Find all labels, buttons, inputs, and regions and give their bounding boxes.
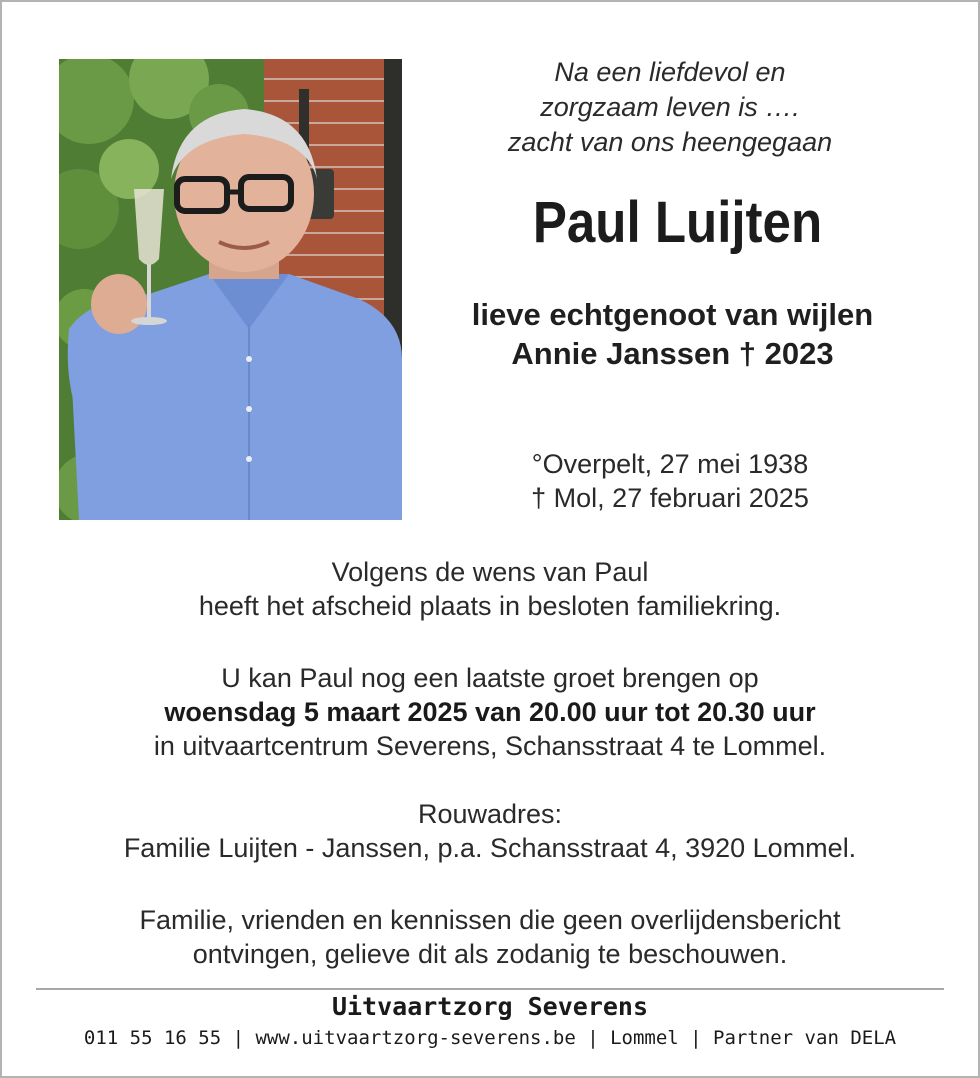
footer-divider [36, 988, 944, 990]
life-dates [445, 447, 895, 515]
death-date: † Mol, 27 februari 2025 [531, 483, 809, 513]
deceased-name: Paul Luijten [532, 190, 823, 255]
spouse-line-2: Annie Janssen † 2023 [511, 336, 834, 371]
intro-line-1: Na een liefdevol en [554, 57, 786, 87]
birth-date: °Overpelt, 27 mei 1938 [531, 449, 809, 479]
visit-location: in uitvaartcentrum Severens, Schansstraat 4 te Lommel. [153, 731, 827, 761]
notice-text [0, 903, 980, 971]
address-label: Rouwadres: [417, 799, 563, 829]
visit-line-1: U kan Paul nog een laatste groet brengen op [221, 663, 759, 693]
portrait-photo [59, 59, 402, 520]
intro-text [440, 55, 900, 160]
mourning-address [0, 797, 980, 865]
notice-line-1: Familie, vrienden en kennissen die geen overlijdensbericht [139, 905, 841, 935]
funeral-company-contact: 011 55 16 55 | www.uitvaartzorg-severens.be | Lommel | Partner van DELA [83, 1027, 897, 1049]
visit-text [0, 661, 980, 763]
farewell-line-1: Volgens de wens van Paul [331, 557, 649, 587]
farewell-line-2: heeft het afscheid plaats in besloten familiekring. [198, 591, 782, 621]
notice-line-2: ontvingen, gelieve dit als zodanig te beschouwen. [192, 939, 788, 969]
address-value: Familie Luijten - Janssen, p.a. Schansstraat 4, 3920 Lommel. [123, 833, 857, 863]
spouse-line-1: lieve echtgenoot van wijlen [471, 297, 874, 332]
visit-datetime: woensdag 5 maart 2025 van 20.00 uur tot 20.30 uur [164, 697, 816, 727]
intro-line-3: zacht van ons heengegaan [507, 127, 833, 157]
farewell-text [0, 555, 980, 623]
funeral-company-name: Uitvaartzorg Severens [331, 992, 649, 1021]
spouse-text [420, 295, 925, 373]
intro-line-2: zorgzaam leven is …. [540, 92, 800, 122]
